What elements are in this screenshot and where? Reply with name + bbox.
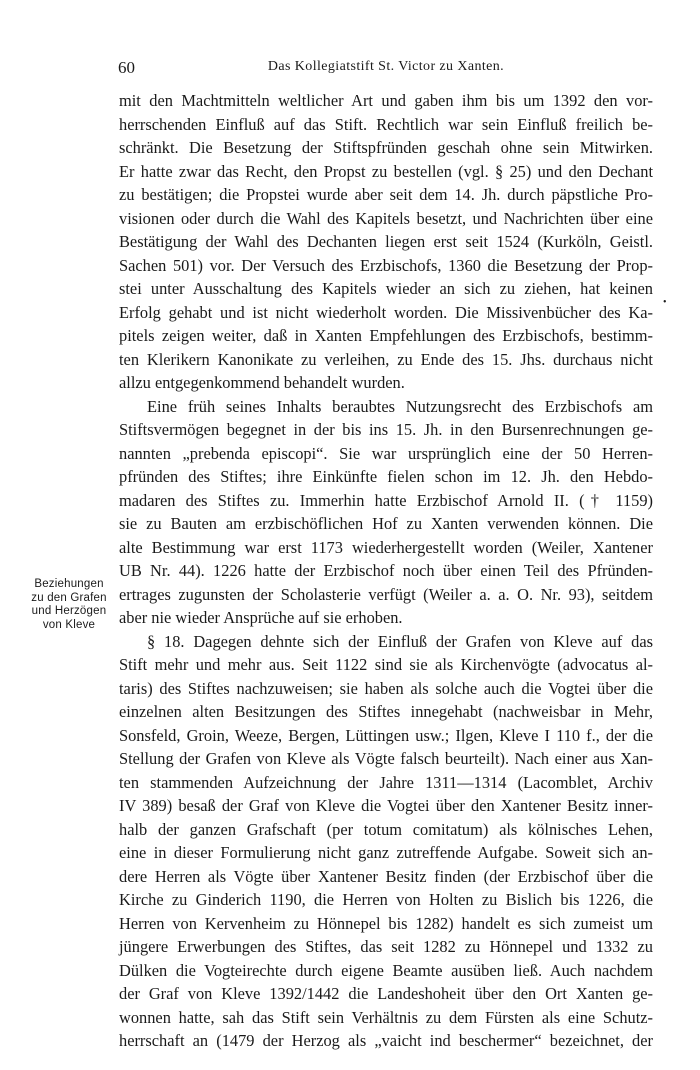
text-line: ertrages zugunsten der Scholasterie verfügt (Weiler a. a. O. Nr. 93), seitdem — [119, 584, 653, 604]
text-line: ten Klerikern Kanonikate zu verleihen, zu Ende des 15. Jhs. durchaus nicht — [119, 349, 653, 369]
marginal-note-line: und Herzögen — [31, 605, 107, 617]
text-line: herrschenden Einfluß auf das Stift. Rechtlich war sein Einfluß freilich be- — [119, 114, 653, 134]
text-line: Bestätigung der Wahl des Dechanten liegen erst seit 1524 (Kurköln, Geistl. — [119, 232, 653, 251]
text-line: UB Nr. 44). 1226 hatte der Erzbischof noch über einen Teil des Pfründen- — [119, 561, 653, 580]
text-line: pitels zeigen weiter, daß in Xanten Empfehlungen des Erzbischofs, bestimm- — [119, 326, 653, 345]
text-line: § 18. Dagegen dehnte sich der Einfluß der Grafen von Kleve auf das — [147, 631, 653, 651]
text-line: Dülken die Vogteirechte durch eigene Beamte ausüben ließ. Auch nachdem — [119, 960, 653, 980]
text-line: ten stammenden Aufzeichnung der Jahre 1311—1314 (Lacomblet, Archiv — [119, 772, 653, 792]
marginal-note-line: Beziehungen — [34, 578, 104, 590]
text-line: sie zu Bauten am erzbischöflichen Hof zu Xanten verwenden können. Die — [119, 514, 653, 533]
text-line: dere Herren als Vögte über Xantener Besitz finden (der Erzbischof über die — [119, 866, 653, 886]
text-line: wonnen hatte, sah das Stift sein Verhältnis zu dem Fürsten als eine Schutz- — [119, 1007, 653, 1027]
text-line: aber nie wieder Ansprüche auf sie erhoben. — [119, 608, 403, 627]
text-line: Stift mehr und mehr aus. Seit 1122 sind sie als Kirchenvögte (advocatus al- — [119, 655, 653, 674]
text-line: Stiftsvermögen begegnet in der bis ins 15. Jh. in den Bursenrechnungen ge- — [119, 420, 653, 439]
text-line: Erfolg gehabt und ist nicht wiederholt worden. Die Missivenbücher des Ka- — [119, 302, 653, 322]
marginal-note-line: von Kleve — [42, 618, 96, 631]
stray-mark: • — [663, 297, 667, 308]
running-title: Das Kollegiatstift St. Victor zu Xanten. — [267, 59, 505, 74]
text-line: stei unter Ausschaltung des Kapitels wieder an sich zu ziehen, hat keinen — [119, 279, 653, 298]
marginal-note-line: zu den Grafen — [31, 591, 107, 604]
text-line: pfründen des Stiftes; ihre Einkünfte fielen schon im 12. Jh. den Hebdo- — [119, 467, 653, 486]
text-line: Sonsfeld, Groin, Weeze, Bergen, Lüttingen usw.; Ilgen, Kleve I 110 f., der die — [119, 725, 653, 745]
text-line: Eine früh seines Inhalts beraubtes Nutzungsrecht des Erzbischofs am — [147, 396, 653, 416]
text-line: nannten „prebenda episcopi“. Sie war ursprünglich eine der 50 Herren- — [119, 443, 653, 463]
running-head — [118, 58, 654, 80]
text-line: madaren des Stiftes zu. Immerhin hatte Erzbischof Arnold II. († 1159) — [119, 490, 653, 510]
marginal-note — [20, 578, 118, 632]
text-line: der Graf von Kleve 1392/1442 die Landeshoheit über den Ort Xanten ge- — [119, 984, 653, 1003]
text-line: eine in dieser Formulierung nicht ganz zutreffende Aufgabe. Soweit sich an- — [119, 843, 653, 862]
text-line: herrschaft an (1479 der Herzog als „vaicht ind beschermer“ bezeichnet, der — [119, 1031, 653, 1050]
text-line: Sachen 501) vor. Der Versuch des Erzbischofs, 1360 die Besetzung der Prop- — [119, 255, 653, 275]
text-line: jüngere Erwerbungen des Stiftes, das seit 1282 zu Hönnepel und 1332 zu — [119, 937, 653, 956]
page-number: 60 — [118, 58, 135, 77]
text-line: mit den Machtmitteln weltlicher Art und gaben ihm bis um 1392 den vor- — [119, 91, 653, 110]
text-line: einzelnen alten Besitzungen des Stiftes innegehabt (nachweisbar in Mehr, — [119, 702, 653, 721]
text-line: visionen oder durch die Wahl des Kapitels besetzt, und Nachrichten über eine — [119, 208, 653, 228]
text-line: IV 389) besaß der Graf von Kleve die Vogtei über den Xantener Besitz inner- — [119, 796, 653, 815]
text-line: Herren von Kervenheim zu Hönnepel bis 1282) handelt es sich zumeist um — [119, 913, 653, 933]
text-line: allzu entgegenkommend behandelt wurden. — [119, 373, 405, 392]
text-line: halb der ganzen Grafschaft (per totum comitatum) als kölnisches Lehen, — [119, 819, 653, 839]
text-line: Kirche zu Ginderich 1190, die Herren von Holten zu Bislich bis 1226, die — [119, 890, 653, 909]
text-line: Er hatte zwar das Recht, den Propst zu bestellen (vgl. § 25) und den Dechant — [119, 161, 653, 181]
text-line: Stellung der Grafen von Kleve als Vögte falsch beurteilt). Nach einer aus Xan- — [119, 749, 653, 768]
text-line: schränkt. Die Besetzung der Stiftspfründen geschah ohne sein Mitwirken. — [119, 138, 653, 157]
text-line: alte Bestimmung war erst 1173 wiederhergestellt worden (Weiler, Xantener — [119, 537, 653, 557]
text-line: taris) des Stiftes nachzuweisen; sie haben als solche auch die Vogtei über die — [119, 678, 653, 698]
text-line: zu bestätigen; die Propstei wurde aber seit dem 14. Jh. durch päpstliche Pro- — [119, 185, 653, 204]
body-text — [119, 89, 653, 1053]
